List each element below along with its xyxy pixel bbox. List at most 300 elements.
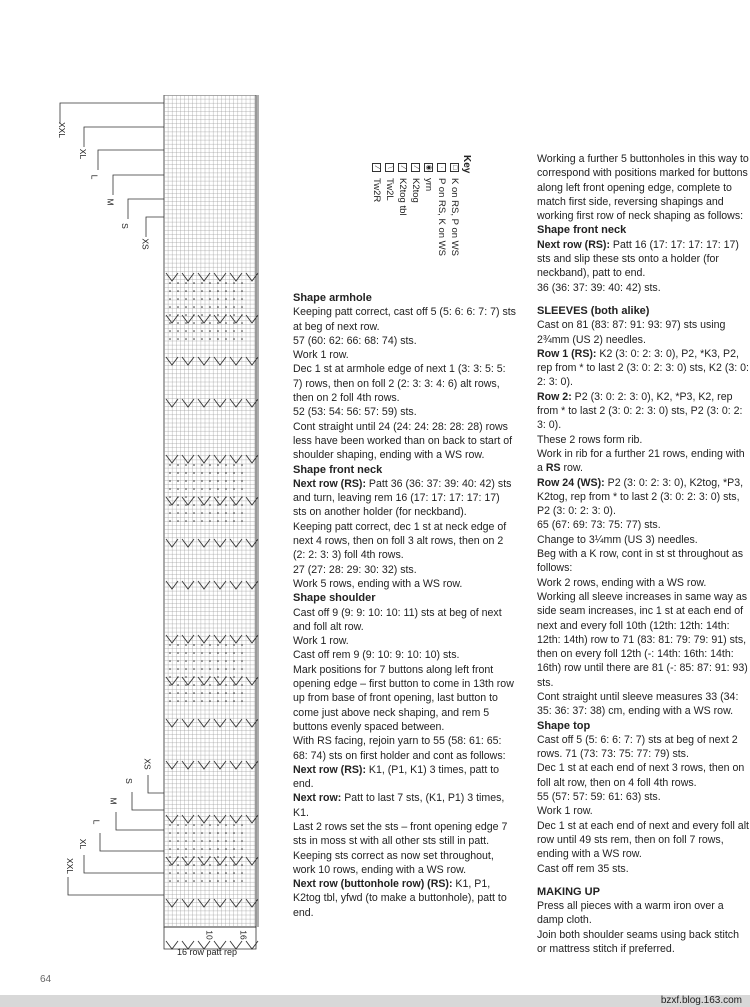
instruction-text: Keeping patt correct, dec 1 st at neck edge of next 4 rows, then on foll 3 alt rows, then on 2 (2: 2: 3: 3) foll 4th rows. bbox=[293, 520, 507, 562]
purl-dot bbox=[177, 298, 179, 300]
purl-dot bbox=[201, 282, 203, 284]
purl-dot bbox=[209, 520, 211, 522]
purl-dot bbox=[241, 652, 243, 654]
instruction-text: Beg with a K row, cont in st st throughout as follows: bbox=[537, 548, 744, 575]
purl-dot bbox=[225, 520, 227, 522]
footer-bar bbox=[0, 995, 750, 1007]
purl-dot bbox=[193, 824, 195, 826]
row-text: Patt to last 7 sts, (K1, P1) 3 times, K1. bbox=[293, 792, 505, 819]
instruction-text: Work 1 row. bbox=[293, 349, 349, 362]
purl-dot bbox=[169, 282, 171, 284]
purl-dot bbox=[217, 496, 219, 498]
instruction-row bbox=[537, 447, 749, 476]
instruction-text: Cont straight until 24 (24: 24: 28: 28: 28) rows less have been worked than on back to start of shoulder shaping, ending with a WS row. bbox=[293, 420, 513, 462]
purl-dot bbox=[177, 832, 179, 834]
row-number-label: 10 bbox=[204, 930, 215, 940]
knitting-chart bbox=[40, 95, 270, 955]
key-item bbox=[449, 163, 460, 256]
purl-dot bbox=[241, 692, 243, 694]
instruction-text: Dec 1 st at each end of next and every foll alt row until 49 sts rem, then on foll 7 rows, ending with a WS row. bbox=[537, 819, 749, 861]
purl-dot bbox=[185, 864, 187, 866]
instruction-text: Cast on 81 (83: 87: 91: 93: 97) sts using 2¾mm (US 2) needles. bbox=[537, 319, 726, 346]
instruction-text: Cast off 5 (5: 6: 6: 7: 7) sts at beg of next 2 rows. 71 (73: 73: 75: 77: 79) sts. bbox=[537, 733, 738, 761]
key-symbol-icon: ⁄ bbox=[372, 163, 381, 172]
purl-dot bbox=[217, 314, 219, 316]
purl-dot bbox=[241, 464, 243, 466]
key-symbol-icon: ⁄ bbox=[398, 163, 407, 172]
instruction-text: 27 (27: 28: 29: 30: 32) sts. bbox=[293, 563, 417, 576]
page-number: 64 bbox=[40, 974, 52, 985]
purl-dot bbox=[217, 880, 219, 882]
instruction-row bbox=[293, 477, 516, 520]
purl-dot bbox=[241, 700, 243, 702]
purl-dot bbox=[217, 512, 219, 514]
purl-dot bbox=[217, 298, 219, 300]
purl-dot bbox=[201, 504, 203, 506]
purl-dot bbox=[217, 668, 219, 670]
purl-dot bbox=[169, 824, 171, 826]
purl-dot bbox=[169, 290, 171, 292]
row-label: Next row (RS): bbox=[293, 477, 366, 490]
purl-dot bbox=[241, 472, 243, 474]
purl-dot bbox=[225, 848, 227, 850]
key-item bbox=[436, 163, 447, 256]
section-heading: Shape shoulder bbox=[293, 592, 376, 605]
purl-dot bbox=[177, 700, 179, 702]
row-text: K1, (P1, K1) 3 times, patt to end. bbox=[293, 763, 500, 791]
purl-dot bbox=[225, 298, 227, 300]
purl-dot bbox=[177, 880, 179, 882]
purl-dot bbox=[185, 512, 187, 514]
purl-dot bbox=[177, 504, 179, 506]
purl-dot bbox=[209, 306, 211, 308]
purl-dot bbox=[217, 282, 219, 284]
purl-dot bbox=[217, 700, 219, 702]
purl-dot bbox=[233, 676, 235, 678]
purl-dot bbox=[209, 472, 211, 474]
purl-dot bbox=[169, 314, 171, 316]
purl-dot bbox=[241, 684, 243, 686]
purl-dot bbox=[233, 684, 235, 686]
instruction-text: Join both shoulder seams using back stitch or mattress stitch if preferred. bbox=[537, 928, 739, 956]
size-label: L bbox=[91, 819, 102, 825]
purl-dot bbox=[241, 290, 243, 292]
purl-dot bbox=[185, 322, 187, 324]
purl-dot bbox=[233, 856, 235, 858]
purl-dot bbox=[193, 314, 195, 316]
purl-dot bbox=[209, 644, 211, 646]
purl-dot bbox=[193, 676, 195, 678]
instruction-text: 65 (67: 69: 73: 75: 77) sts. bbox=[537, 519, 661, 532]
purl-dot bbox=[241, 676, 243, 678]
purl-dot bbox=[185, 464, 187, 466]
purl-dot bbox=[233, 496, 235, 498]
purl-dot bbox=[225, 464, 227, 466]
purl-dot bbox=[169, 520, 171, 522]
instruction-text: 55 (57: 57: 59: 61: 63) sts. bbox=[537, 791, 661, 804]
row-label: Row 1 (RS): bbox=[537, 347, 597, 360]
purl-dot bbox=[201, 290, 203, 292]
purl-dot bbox=[225, 880, 227, 882]
purl-dot bbox=[209, 290, 211, 292]
purl-dot bbox=[201, 464, 203, 466]
row-label: Next row (buttonhole row) (RS): bbox=[293, 878, 453, 891]
purl-dot bbox=[225, 480, 227, 482]
key-item bbox=[397, 163, 408, 216]
key-label: Tw2L bbox=[384, 178, 395, 201]
purl-dot bbox=[169, 840, 171, 842]
purl-dot bbox=[169, 692, 171, 694]
purl-dot bbox=[233, 488, 235, 490]
purl-dot bbox=[193, 660, 195, 662]
purl-dot bbox=[225, 504, 227, 506]
purl-dot bbox=[201, 512, 203, 514]
purl-dot bbox=[201, 668, 203, 670]
purl-dot bbox=[217, 692, 219, 694]
purl-dot bbox=[241, 880, 243, 882]
purl-dot bbox=[201, 496, 203, 498]
purl-dot bbox=[217, 472, 219, 474]
key-symbol-icon: ⁄ bbox=[411, 163, 420, 172]
instruction-row bbox=[537, 347, 749, 390]
purl-dot bbox=[241, 856, 243, 858]
purl-dot bbox=[241, 338, 243, 340]
size-label: XL bbox=[78, 838, 89, 850]
instruction-text: Cast off 9 (9: 9: 10: 10: 11) sts at beg of next and foll alt row. bbox=[293, 606, 502, 633]
purl-dot bbox=[177, 480, 179, 482]
purl-dot bbox=[177, 520, 179, 522]
purl-dot bbox=[233, 668, 235, 670]
size-leader bbox=[68, 877, 164, 895]
purl-dot bbox=[209, 848, 211, 850]
purl-dot bbox=[241, 496, 243, 498]
purl-dot bbox=[241, 330, 243, 332]
purl-dot bbox=[185, 700, 187, 702]
purl-dot bbox=[169, 872, 171, 874]
size-label: XXL bbox=[57, 121, 68, 139]
section-heading: SLEEVES (both alike) bbox=[537, 304, 650, 317]
section-heading: Shape armhole bbox=[293, 292, 372, 304]
purl-dot bbox=[225, 472, 227, 474]
purl-dot bbox=[201, 314, 203, 316]
purl-dot bbox=[233, 306, 235, 308]
purl-dot bbox=[185, 840, 187, 842]
purl-dot bbox=[169, 322, 171, 324]
purl-dot bbox=[217, 290, 219, 292]
purl-dot bbox=[217, 330, 219, 332]
purl-dot bbox=[185, 848, 187, 850]
instruction-text: Working all sleeve increases in same way as side seam increases, inc 1 st at each end of next and every foll 10th (12th: 12th: 14th: 12th: 14th) row to 71 (83: 81: 79: 79: 91) sts, then on every foll 12th (-: 14th: 16th: 14th: 16th) row until there are 81 (-: 85: 87: 91: 93) sts. bbox=[537, 590, 748, 689]
row-label: Next row (RS): bbox=[537, 238, 610, 251]
purl-dot bbox=[185, 660, 187, 662]
purl-dot bbox=[193, 644, 195, 646]
key-symbol-icon: ⧵ bbox=[385, 163, 394, 172]
purl-dot bbox=[169, 512, 171, 514]
purl-dot bbox=[217, 864, 219, 866]
row-text: K1, P1, K2tog tbl, yfwd (to make a buttonhole), patt to end. bbox=[293, 878, 507, 919]
purl-dot bbox=[193, 504, 195, 506]
key-item bbox=[410, 163, 421, 203]
purl-dot bbox=[241, 504, 243, 506]
purl-dot bbox=[241, 832, 243, 834]
instruction-text: Working a further 5 buttonholes in this way to correspond with positions marked for buttons along left front opening edge, complete to match first side, reversing shapings and working first row of neck shaping as follows: bbox=[537, 153, 749, 223]
size-label: M bbox=[108, 797, 119, 805]
purl-dot bbox=[169, 488, 171, 490]
purl-dot bbox=[169, 298, 171, 300]
purl-dot bbox=[193, 306, 195, 308]
purl-dot bbox=[185, 496, 187, 498]
purl-dot bbox=[193, 880, 195, 882]
purl-dot bbox=[185, 298, 187, 300]
purl-dot bbox=[217, 832, 219, 834]
purl-dot bbox=[217, 660, 219, 662]
instruction-text: Cont straight until sleeve measures 33 (34: 35: 36: 37: 38) cm, ending with a WS row. bbox=[537, 690, 739, 718]
purl-dot bbox=[209, 330, 211, 332]
purl-dot bbox=[233, 840, 235, 842]
purl-dot bbox=[177, 872, 179, 874]
key-item bbox=[384, 163, 395, 201]
purl-dot bbox=[225, 660, 227, 662]
key-label: yrn bbox=[423, 178, 434, 192]
purl-dot bbox=[217, 520, 219, 522]
purl-dot bbox=[185, 880, 187, 882]
size-label: XXL bbox=[65, 857, 76, 875]
purl-dot bbox=[193, 840, 195, 842]
purl-dot bbox=[185, 480, 187, 482]
row-number-label: 16 bbox=[238, 930, 249, 940]
purl-dot bbox=[209, 338, 211, 340]
purl-dot bbox=[177, 306, 179, 308]
purl-dot bbox=[209, 668, 211, 670]
size-label: L bbox=[89, 174, 100, 180]
purl-dot bbox=[185, 652, 187, 654]
purl-dot bbox=[185, 488, 187, 490]
purl-dot bbox=[217, 306, 219, 308]
purl-dot bbox=[201, 652, 203, 654]
size-label: S bbox=[119, 223, 130, 229]
section-heading: Shape top bbox=[537, 719, 591, 732]
purl-dot bbox=[225, 840, 227, 842]
row-text: P2 (3: 0: 2: 3: 0), K2, *P3, K2, rep from * to last 2 (3: 0: 2: 3: 0) sts, P2 (3: 0: 2: 3: 0). bbox=[537, 390, 743, 432]
purl-dot bbox=[241, 872, 243, 874]
instruction-text: With RS facing, rejoin yarn to 55 (58: 61: 65: 68: 74) sts on first holder and cont as follows: bbox=[293, 735, 506, 762]
instruction-row bbox=[537, 476, 749, 519]
size-leader bbox=[132, 792, 164, 810]
purl-dot bbox=[209, 840, 211, 842]
purl-dot bbox=[217, 504, 219, 506]
purl-dot bbox=[233, 644, 235, 646]
purl-dot bbox=[193, 290, 195, 292]
purl-dot bbox=[185, 856, 187, 858]
purl-dot bbox=[233, 282, 235, 284]
purl-dot bbox=[233, 520, 235, 522]
purl-dot bbox=[193, 338, 195, 340]
purl-dot bbox=[209, 464, 211, 466]
chart-frame bbox=[164, 95, 256, 927]
purl-dot bbox=[241, 480, 243, 482]
purl-dot bbox=[241, 660, 243, 662]
instruction-text: Work 1 row. bbox=[293, 635, 349, 648]
purl-dot bbox=[217, 322, 219, 324]
size-leader bbox=[60, 103, 164, 123]
purl-dot bbox=[201, 480, 203, 482]
purl-dot bbox=[177, 652, 179, 654]
instruction-text: Cast off rem 9 (9: 10: 9: 10: 10) sts. bbox=[293, 649, 460, 662]
purl-dot bbox=[193, 652, 195, 654]
purl-dot bbox=[193, 488, 195, 490]
purl-dot bbox=[201, 520, 203, 522]
purl-dot bbox=[169, 700, 171, 702]
key-label: K on RS, P on WS bbox=[449, 178, 460, 256]
purl-dot bbox=[185, 668, 187, 670]
instruction-text: Keeping patt correct, cast off 5 (5: 6: 6: 7: 7) sts at beg of next row. bbox=[293, 306, 516, 333]
purl-dot bbox=[169, 480, 171, 482]
purl-dot bbox=[169, 644, 171, 646]
purl-dot bbox=[217, 872, 219, 874]
key-symbol-icon: □ bbox=[450, 163, 459, 172]
purl-dot bbox=[241, 668, 243, 670]
purl-dot bbox=[225, 290, 227, 292]
size-leader bbox=[113, 175, 164, 195]
purl-dot bbox=[233, 512, 235, 514]
purl-dot bbox=[169, 330, 171, 332]
purl-dot bbox=[233, 464, 235, 466]
purl-dot bbox=[177, 496, 179, 498]
purl-dot bbox=[169, 880, 171, 882]
purl-dot bbox=[217, 652, 219, 654]
row-text: K2 (3: 0: 2: 3: 0), P2, *K3, P2, rep from * to last 2 (3: 0: 2: 3: 0) sts, K2 (3: 0: 2: 3: 0). bbox=[537, 347, 749, 389]
purl-dot bbox=[201, 298, 203, 300]
purl-dot bbox=[233, 652, 235, 654]
size-leader bbox=[98, 150, 164, 170]
purl-dot bbox=[225, 856, 227, 858]
purl-dot bbox=[177, 684, 179, 686]
size-leader bbox=[128, 199, 164, 219]
purl-dot bbox=[177, 282, 179, 284]
row-repeat-label: 16 row patt rep bbox=[177, 947, 238, 957]
purl-dot bbox=[169, 864, 171, 866]
row-text-tail: row. bbox=[560, 462, 583, 475]
purl-dot bbox=[233, 330, 235, 332]
purl-dot bbox=[209, 832, 211, 834]
purl-dot bbox=[233, 832, 235, 834]
purl-dot bbox=[201, 676, 203, 678]
purl-dot bbox=[177, 692, 179, 694]
purl-dot bbox=[209, 512, 211, 514]
purl-dot bbox=[193, 684, 195, 686]
spacer bbox=[537, 876, 749, 885]
instruction-row bbox=[293, 877, 516, 920]
purl-dot bbox=[233, 290, 235, 292]
size-label: XS bbox=[142, 758, 153, 770]
purl-dot bbox=[169, 338, 171, 340]
purl-dot bbox=[201, 488, 203, 490]
size-label: S bbox=[123, 778, 134, 784]
section-heading: Shape front neck bbox=[293, 463, 383, 476]
purl-dot bbox=[209, 298, 211, 300]
purl-dot bbox=[225, 652, 227, 654]
instruction-text: Work 2 rows, ending with a WS row. bbox=[537, 576, 707, 589]
purl-dot bbox=[217, 464, 219, 466]
purl-dot bbox=[233, 692, 235, 694]
purl-dot bbox=[209, 652, 211, 654]
purl-dot bbox=[225, 824, 227, 826]
chart-key bbox=[262, 155, 482, 270]
purl-dot bbox=[201, 856, 203, 858]
purl-dot bbox=[193, 298, 195, 300]
purl-dot bbox=[209, 872, 211, 874]
purl-dot bbox=[241, 282, 243, 284]
purl-dot bbox=[169, 684, 171, 686]
instruction-row bbox=[537, 238, 749, 281]
purl-dot bbox=[233, 322, 235, 324]
purl-dot bbox=[225, 864, 227, 866]
purl-dot bbox=[193, 848, 195, 850]
purl-dot bbox=[209, 684, 211, 686]
row-text: Patt 16 (17: 17: 17: 17: 17) sts and slip these sts onto a holder (for neckband), patt to end. bbox=[537, 238, 739, 280]
purl-dot bbox=[233, 848, 235, 850]
purl-dot bbox=[193, 330, 195, 332]
purl-dot bbox=[177, 322, 179, 324]
row-label: Row 2: bbox=[537, 390, 572, 403]
purl-dot bbox=[201, 692, 203, 694]
purl-dot bbox=[209, 480, 211, 482]
purl-dot bbox=[201, 338, 203, 340]
size-leader bbox=[146, 217, 164, 237]
purl-dot bbox=[185, 644, 187, 646]
purl-dot bbox=[201, 872, 203, 874]
purl-dot bbox=[177, 840, 179, 842]
purl-dot bbox=[201, 880, 203, 882]
purl-dot bbox=[209, 856, 211, 858]
size-label: XS bbox=[140, 238, 151, 250]
purl-dot bbox=[217, 684, 219, 686]
purl-dot bbox=[201, 700, 203, 702]
purl-dot bbox=[201, 832, 203, 834]
purl-dot bbox=[209, 676, 211, 678]
purl-dot bbox=[169, 832, 171, 834]
purl-dot bbox=[177, 314, 179, 316]
purl-dot bbox=[209, 692, 211, 694]
instruction-text: Change to 3¼mm (US 3) needles. bbox=[537, 533, 698, 546]
purl-dot bbox=[233, 480, 235, 482]
purl-dot bbox=[185, 692, 187, 694]
purl-dot bbox=[185, 314, 187, 316]
purl-dot bbox=[193, 520, 195, 522]
key-symbol-icon: · bbox=[437, 163, 446, 172]
purl-dot bbox=[241, 644, 243, 646]
purl-dot bbox=[193, 700, 195, 702]
key-item bbox=[371, 163, 382, 202]
purl-dot bbox=[169, 668, 171, 670]
purl-dot bbox=[225, 644, 227, 646]
purl-dot bbox=[185, 676, 187, 678]
purl-dot bbox=[241, 322, 243, 324]
key-label: Tw2R bbox=[371, 178, 382, 203]
purl-dot bbox=[169, 306, 171, 308]
key-symbol-icon: ◉ bbox=[425, 164, 433, 171]
instruction-text: Work 1 row. bbox=[537, 805, 593, 818]
purl-dot bbox=[185, 282, 187, 284]
purl-dot bbox=[169, 496, 171, 498]
purl-dot bbox=[169, 676, 171, 678]
purl-dot bbox=[241, 298, 243, 300]
purl-dot bbox=[177, 668, 179, 670]
purl-dot bbox=[241, 306, 243, 308]
instruction-text: Mark positions for 7 buttons along left front opening edge – first button to come in 13th row up from base of front opening, last button to come just above neck shaping, and rem 5 buttons evenly spaced between. bbox=[293, 663, 514, 733]
instruction-text: These 2 rows form rib. bbox=[537, 433, 643, 446]
purl-dot bbox=[201, 684, 203, 686]
